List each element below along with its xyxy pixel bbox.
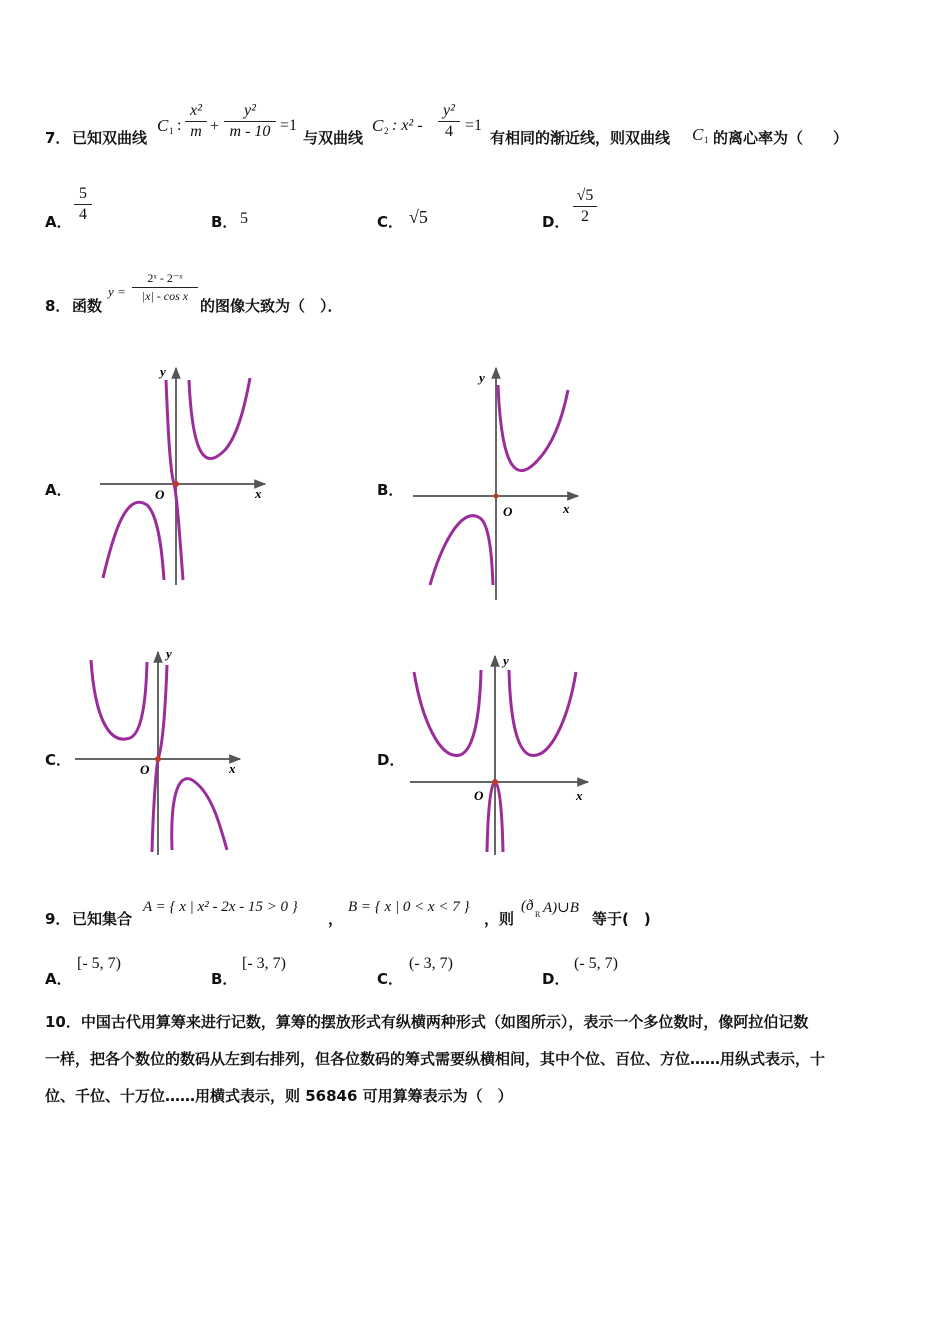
graph-b-o-label: O — [503, 504, 513, 519]
q7-text-3: 有相同的渐近线，则双曲线 — [490, 129, 671, 147]
q7-c3-sub: 1 — [704, 135, 709, 145]
graph-d-o-label: O — [474, 788, 484, 803]
graph-c-y-label: y — [166, 646, 172, 661]
q7-option-a-den: 4 — [79, 206, 87, 223]
q8-option-c-label[interactable]: C． — [45, 751, 72, 769]
graph-b-x-label: x — [563, 501, 570, 516]
q8-y-eq: y = — [108, 284, 126, 299]
q9-set-a: A = { x | x² - 2x - 15 > 0 } — [143, 899, 298, 915]
q7-frac3-den: 4 — [445, 123, 453, 140]
graph-c-curve-right — [172, 779, 227, 850]
q7-frac3-num: y² — [443, 102, 455, 119]
q8-option-a-label[interactable]: A． — [45, 481, 72, 499]
q8-text-2: 的图像大致为（ ）． — [200, 297, 343, 315]
graph-c-x-label: x — [229, 761, 236, 776]
graph-c-origin-dot — [155, 756, 161, 762]
q9-option-a-label[interactable]: A． — [45, 970, 72, 988]
graph-a-x-label: x — [255, 486, 262, 501]
q9-comma-2: ，则 — [484, 910, 515, 928]
graph-a-curve-right — [189, 378, 250, 459]
q9-option-c-label[interactable]: C． — [377, 970, 404, 988]
q7-frac1-den: m — [190, 123, 202, 140]
q9-text-2: 等于( ) — [592, 910, 651, 928]
graph-a-o-label: O — [155, 487, 165, 502]
q9-option-b-label[interactable]: B． — [211, 970, 238, 988]
q7-c1: C — [157, 116, 169, 135]
q9-option-b-value: [- 3, 7) — [242, 955, 286, 972]
q7-text-2: 与双曲线 — [303, 129, 364, 147]
q8-frac-den: |x| - cos x — [141, 289, 189, 303]
q7-eq-2: =1 — [465, 117, 483, 134]
q8-number: 8． — [45, 297, 71, 315]
graph-c-curve-left — [91, 660, 147, 739]
q7-c1-sub: 1 — [169, 126, 174, 136]
q7-c2-sub: 2 — [384, 126, 389, 136]
graph-a — [100, 364, 265, 585]
q9-expr: (ð — [521, 898, 534, 914]
graph-a-curve-left — [103, 502, 164, 580]
graph-b-y-label: y — [479, 370, 485, 385]
q9-option-d-label[interactable]: D． — [542, 970, 570, 988]
graph-b — [413, 368, 578, 600]
q10-line-1: 10．中国古代用算筹来进行记数，算筹的摆放形式有纵横两种形式（如图所示），表示一个多位数时，像阿拉伯记数 — [45, 1013, 809, 1031]
graph-a-y-label: y — [160, 364, 166, 379]
q9-set-b: B = { x | 0 < x < 7 } — [348, 899, 470, 915]
q9-option-d-value: (- 5, 7) — [574, 955, 618, 972]
graph-b-curve-left — [430, 516, 493, 585]
graph-a-origin-dot — [173, 481, 179, 487]
q7-frac2-den: m - 10 — [229, 123, 271, 140]
q9-option-c-value: (- 3, 7) — [409, 955, 453, 972]
graph-b-origin-dot — [494, 494, 499, 499]
q7-option-b-value: 5 — [240, 210, 248, 227]
graph-c-o-label: O — [140, 762, 150, 777]
q8-option-d-label[interactable]: D． — [377, 751, 405, 769]
question-10 — [45, 1004, 915, 1115]
q7-eq-1: =1 — [280, 117, 298, 134]
q7-option-a-label[interactable]: A． — [45, 213, 72, 231]
graph-d-y-label: y — [503, 653, 509, 668]
q9-expr-rest: A)∪B — [543, 900, 579, 916]
q7-option-a-num: 5 — [79, 185, 87, 202]
q9-expr-sub: R — [535, 910, 541, 919]
q8-option-b-label[interactable]: B． — [377, 481, 404, 499]
graph-b-curve-right — [498, 385, 568, 471]
q7-c2: C — [372, 116, 384, 135]
graph-c — [75, 646, 240, 855]
q7-option-c-value: √5 — [409, 207, 428, 227]
q9-comma-1: ， — [328, 910, 344, 928]
q10-line-3: 位、千位、十万位……用横式表示，则 56846 可用算筹表示为（ ） — [45, 1087, 513, 1105]
q7-colon: : — [177, 117, 182, 134]
graph-d-origin-dot — [492, 779, 498, 785]
q7-frac1-num: x² — [190, 102, 202, 119]
q7-option-d-label[interactable]: D． — [542, 213, 570, 231]
q8-text-1: 函数 — [72, 297, 103, 315]
q7-option-d-den: 2 — [581, 208, 589, 225]
q8-frac-num: 2ˣ - 2⁻ˣ — [147, 271, 183, 285]
graph-d — [410, 653, 588, 855]
q7-text-1: 已知双曲线 — [72, 129, 148, 147]
q7-plus: + — [210, 118, 220, 135]
graph-d-curve-right — [509, 670, 576, 755]
q7-option-d-num: √5 — [576, 187, 594, 204]
q9-option-a-value: [- 5, 7) — [77, 955, 121, 972]
graph-a-curve-middle — [166, 380, 183, 580]
graph-d-x-label: x — [576, 788, 583, 803]
q7-option-c-label[interactable]: C． — [377, 213, 404, 231]
q7-c3: C — [692, 125, 704, 144]
q7-option-b-label[interactable]: B． — [211, 213, 238, 231]
q7-c2-expr: : x² - — [392, 117, 423, 134]
q10-line-2: 一样，把各个数位的数码从左到右排列，但各位数码的筹式需要纵横相间，其中个位、百位、方位……用纵式表示，十 — [45, 1050, 826, 1068]
q7-number: 7． — [45, 129, 71, 147]
q9-number: 9． — [45, 910, 71, 928]
q7-text-4: 的离心率为（ ） — [713, 129, 849, 147]
q7-frac2-num: y² — [244, 102, 256, 119]
graph-d-curve-left — [414, 670, 481, 755]
q9-text-1: 已知集合 — [72, 910, 133, 928]
